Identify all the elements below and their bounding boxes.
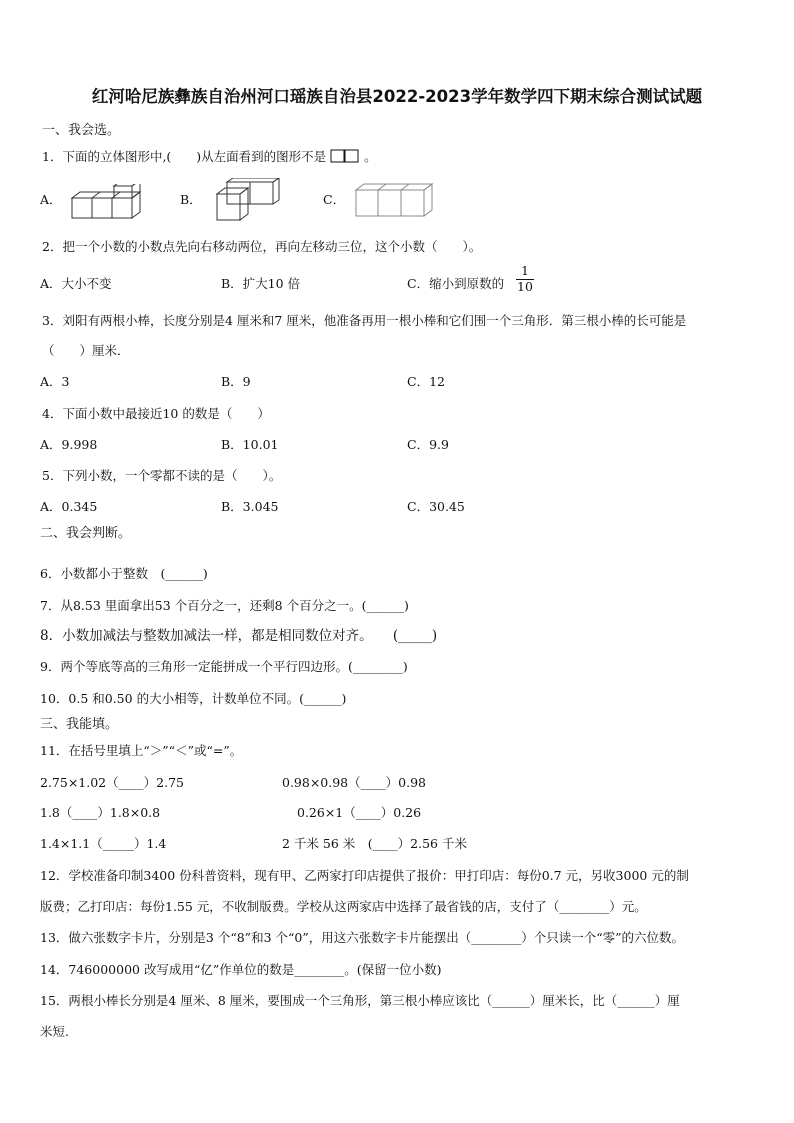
- section-heading-fill: 三、我能填。: [40, 717, 119, 732]
- question-14: 14．746000000 改写成用“亿”作单位的数是________。(保留一位小数): [40, 962, 442, 977]
- question-9: 9．两个等底等高的三角形一定能拼成一个平行四边形。(________): [40, 659, 408, 674]
- question-3-line-2: （ ）厘米．: [42, 343, 130, 358]
- q3-option-b: B．9: [221, 374, 251, 389]
- question-11: 11．在括号里填上“＞”“＜”或“=”。: [40, 743, 243, 758]
- question-12-line-2: 版费；乙打印店：每份1.55 元，不收制版费。学校从这两家店中选择了最省钱的店，支付了（________）元。: [40, 899, 647, 914]
- question-15-line-2: 米短.: [40, 1024, 69, 1039]
- q1-option-c-figure: [354, 182, 438, 222]
- q1-option-b-label: B．: [180, 192, 202, 207]
- q4-option-b: B．10.01: [221, 437, 279, 452]
- q11-row2-right: 0.26×1（____）0.26: [297, 805, 422, 820]
- q11-row2-left: 1.8（____）1.8×0.8: [40, 805, 161, 820]
- q2-option-c-fraction: [516, 265, 534, 293]
- question-7: 7．从8.53 里面拿出53 个百分之一，还剩8 个百分之一。(______): [40, 598, 409, 613]
- q1-option-a-label: A．: [40, 192, 62, 207]
- q5-option-c: C．30.45: [407, 499, 465, 514]
- q4-option-c: C．9.9: [407, 437, 449, 452]
- q1-option-a-figure: [70, 184, 150, 224]
- q4-option-a: A．9.998: [40, 437, 98, 452]
- question-1: [42, 149, 377, 164]
- question-3-line-1: 3．刘阳有两根小棒，长度分别是4 厘米和7 厘米，他准备再用一根小棒和它们围一个三角形．第三根小棒的长可能是: [42, 313, 687, 328]
- q11-row1-right: 0.98×0.98（____）0.98: [282, 775, 426, 790]
- question-4: 4．下面小数中最接近10 的数是（ ）: [42, 406, 270, 421]
- question-12-line-1: 12．学校准备印制3400 份科普资料，现有甲、乙两家打印店提供了报价：甲打印店：每份0.7 元，另收3000 元的制: [40, 868, 689, 883]
- q11-row3-left: 1.4×1.1（_____）1.4: [40, 836, 167, 851]
- fraction-denominator: 10: [517, 278, 533, 294]
- q1-option-b-figure: [213, 178, 285, 226]
- question-10: 10．0.5 和0.50 的大小相等，计数单位不同。(______): [40, 691, 347, 706]
- section-heading-judge: 二、我会判断。: [40, 526, 132, 541]
- question-8: 8．小数加减法与整数加减法一样，都是相同数位对齐。 (_____): [40, 628, 438, 644]
- question-6: 6．小数都小于整数 (______): [40, 566, 208, 581]
- fraction-numerator: 1: [521, 263, 529, 278]
- q11-row3-right: 2 千米 56 米 (____）2.56 千米: [282, 836, 467, 851]
- question-2: 2．把一个小数的小数点先向右移动两位，再向左移动三位，这个小数（ ）。: [42, 239, 482, 254]
- q3-option-a: A．3: [40, 374, 70, 389]
- q5-option-b: B．3.045: [221, 499, 279, 514]
- section-heading-choice: 一、我会选。: [42, 123, 121, 138]
- q2-option-b: B．扩大10 倍: [221, 276, 301, 291]
- q2-option-c: C．缩小到原数的: [407, 276, 505, 291]
- question-1-text: 1．下面的立体图形中,( )从左面看到的图形不是: [42, 149, 327, 164]
- q2-option-a: A．大小不变: [40, 276, 112, 291]
- question-1-end: 。: [364, 149, 377, 164]
- page-title: 红河哈尼族彝族自治州河口瑶族自治县2022-2023学年数学四下期末综合测试试题: [91, 87, 703, 106]
- q3-option-c: C．12: [407, 374, 445, 389]
- q11-row1-left: 2.75×1.02（____）2.75: [40, 775, 184, 790]
- question-5: 5．下列小数，一个零都不读的是（ ）。: [42, 468, 282, 483]
- q1-option-c-label: C．: [323, 192, 346, 207]
- two-squares-icon: [330, 149, 360, 163]
- q5-option-a: A．0.345: [40, 499, 98, 514]
- question-15-line-1: 15．两根小棒长分别是4 厘米、8 厘米，要围成一个三角形，第三根小棒应该比（______）厘米长，比（______）厘: [40, 993, 680, 1008]
- question-13: 13．做六张数字卡片，分别是3 个“8”和3 个“0”，用这六张数字卡片能摆出（________）个只读一个“零”的六位数。: [40, 930, 685, 945]
